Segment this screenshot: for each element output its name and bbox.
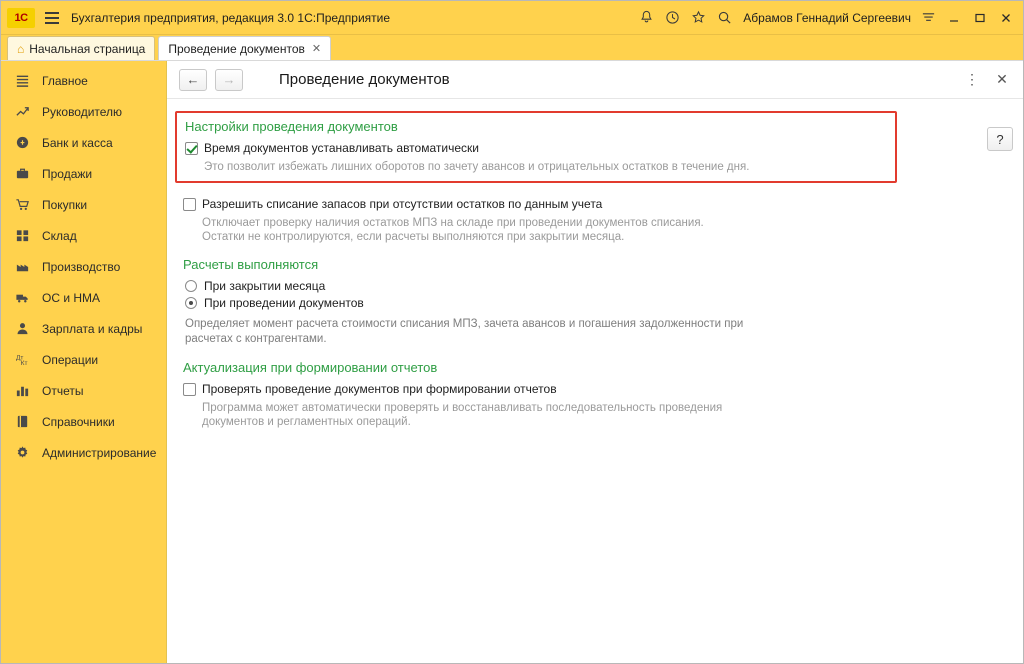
minimize-button[interactable] <box>941 5 967 31</box>
group-title-posting-settings: Настройки проведения документов <box>185 119 398 134</box>
calc-month-close-radio[interactable] <box>185 280 197 292</box>
calc-on-posting-radio[interactable] <box>185 297 197 309</box>
auto-time-hint: Это позволит избежать лишних оборотов по зачету авансов и отрицательных остатков в течение дня. <box>204 161 750 173</box>
sidebar-item-manager[interactable] <box>1 96 166 127</box>
check-posting-checkbox-label: Проверять проведение документов при формировании отчетов <box>202 382 557 396</box>
report-actualization-group <box>183 360 1007 429</box>
sidebar-item-reports[interactable] <box>1 375 166 406</box>
sidebar-item-label: Зарплата и кадры <box>42 321 143 336</box>
more-menu-icon[interactable]: ⋮ <box>965 71 979 87</box>
chart-arrow-icon <box>14 103 31 120</box>
bell-icon[interactable] <box>633 5 659 31</box>
page-title: Проведение документов <box>279 71 450 88</box>
tab-document-posting[interactable] <box>158 36 331 60</box>
allow-writeoff-checkbox-label: Разрешить списание запасов при отсутствии остатков по данным учета <box>202 197 603 211</box>
gear-icon <box>14 444 31 461</box>
allow-writeoff-checkbox-row[interactable] <box>183 197 1007 212</box>
sidebar-item-label: Администрирование <box>42 445 157 460</box>
history-icon[interactable] <box>659 5 685 31</box>
truck-icon <box>14 289 31 306</box>
current-user-label: Абрамов Геннадий Сергеевич <box>743 10 911 25</box>
sidebar-item-label: Склад <box>42 228 77 243</box>
sidebar-item-label: Справочники <box>42 414 115 429</box>
sidebar-item-purchases[interactable] <box>1 189 166 220</box>
sidebar-item-label: ОС и НМА <box>42 290 101 305</box>
sidebar-item-label: Покупки <box>42 197 88 212</box>
close-button[interactable] <box>993 5 1019 31</box>
close-form-icon[interactable]: ✕ <box>996 71 1008 87</box>
main-menu-icon[interactable] <box>41 7 63 29</box>
content-header <box>167 61 1023 99</box>
sidebar-item-administration[interactable] <box>1 437 166 468</box>
sidebar-item-catalogs[interactable] <box>1 406 166 437</box>
sidebar-item-production[interactable] <box>1 251 166 282</box>
settings-form <box>167 99 1023 663</box>
menu-functions-icon[interactable] <box>915 5 941 31</box>
allow-writeoff-group <box>183 197 1007 244</box>
check-posting-checkbox-row[interactable] <box>183 382 1007 397</box>
body-container <box>1 61 1023 663</box>
auto-time-checkbox-label: Время документов устанавливать автоматически <box>204 141 479 155</box>
sidebar-item-sales[interactable] <box>1 158 166 189</box>
calc-on-posting-label: При проведении документов <box>204 296 364 310</box>
calc-on-posting-radio-row[interactable] <box>185 296 1007 310</box>
forward-button[interactable]: → <box>215 69 243 91</box>
coin-icon <box>14 134 31 151</box>
sidebar-item-label: Главное <box>42 73 88 88</box>
boxes-icon <box>14 227 31 244</box>
calc-month-close-radio-row[interactable] <box>185 279 1007 293</box>
title-bar <box>1 1 1023 35</box>
sidebar-item-label: Операции <box>42 352 99 367</box>
star-icon[interactable] <box>685 5 711 31</box>
home-icon: ⌂ <box>17 41 25 56</box>
auto-time-checkbox[interactable] <box>185 142 198 155</box>
cart-icon <box>14 196 31 213</box>
allow-writeoff-checkbox[interactable] <box>183 198 196 211</box>
dk-icon <box>14 351 31 368</box>
svg-text:Дт: Дт <box>15 354 24 362</box>
group-title-calculations: Расчеты выполняются <box>183 257 319 272</box>
sidebar-item-label: Банк и касса <box>42 135 113 150</box>
book-icon <box>14 413 31 430</box>
briefcase-icon <box>14 165 31 182</box>
bars-icon <box>14 382 31 399</box>
actualization-desc-line1: Программа может автоматически проверять и восстанавливать последовательность проведения <box>202 402 723 414</box>
1c-logo-icon: 1C <box>7 8 35 28</box>
help-button[interactable]: ? <box>987 127 1013 151</box>
sidebar-item-label: Отчеты <box>42 383 84 398</box>
list-icon <box>14 72 31 89</box>
svg-text:Кт: Кт <box>20 360 28 367</box>
application-title: Бухгалтерия предприятия, редакция 3.0 1С:Предприятие <box>71 10 391 25</box>
maximize-button[interactable] <box>967 5 993 31</box>
allow-writeoff-hint-line2: Остатки не контролируются, если расчеты выполняются при закрытии месяца. <box>202 231 625 243</box>
person-icon <box>14 320 31 337</box>
calculations-desc-line1: Определяет момент расчета стоимости списания МПЗ, зачета авансов и погашения задолженности при <box>185 318 744 330</box>
tab-document-posting-label: Проведение документов <box>168 41 305 56</box>
check-posting-checkbox[interactable] <box>183 383 196 396</box>
actualization-desc-line2: документов и регламентных операций. <box>202 416 411 428</box>
calc-month-close-label: При закрытии месяца <box>204 279 326 293</box>
sidebar-item-operations[interactable] <box>1 344 166 375</box>
sidebar-item-payroll-hr[interactable] <box>1 313 166 344</box>
search-icon[interactable] <box>711 5 737 31</box>
sidebar-item-fixed-assets[interactable] <box>1 282 166 313</box>
factory-icon <box>14 258 31 275</box>
auto-time-checkbox-row[interactable] <box>185 141 887 156</box>
allow-writeoff-hint-line1: Отключает проверку наличия остатков МПЗ на складе при проведении документов списания. <box>202 217 704 229</box>
sidebar-item-label: Производство <box>42 259 121 274</box>
content-panel <box>167 61 1023 663</box>
sidebar <box>1 61 167 663</box>
tab-strip <box>1 35 1023 61</box>
sidebar-item-label: Руководителю <box>42 104 123 119</box>
tab-home[interactable] <box>7 36 155 60</box>
back-button[interactable]: ← <box>179 69 207 91</box>
tab-close-icon[interactable]: ✕ <box>311 43 322 55</box>
sidebar-item-main[interactable] <box>1 65 166 96</box>
calculations-group <box>183 257 1007 347</box>
sidebar-item-label: Продажи <box>42 166 93 181</box>
document-posting-settings-group <box>175 111 897 183</box>
calculations-desc-line2: расчетах с контрагентами. <box>185 333 327 345</box>
sidebar-item-warehouse[interactable] <box>1 220 166 251</box>
sidebar-item-bank-cash[interactable] <box>1 127 166 158</box>
group-title-actualization: Актуализация при формировании отчетов <box>183 360 438 375</box>
tab-home-label: Начальная страница <box>29 41 146 56</box>
